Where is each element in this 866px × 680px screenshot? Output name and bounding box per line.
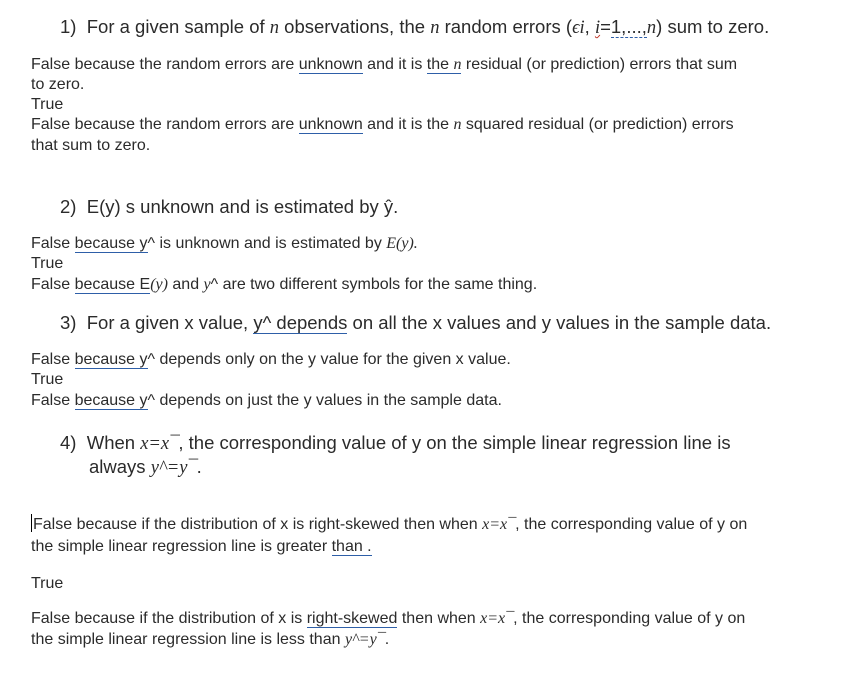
answer-text: the simple linear regression line is less than [31, 631, 345, 648]
question-text: on all the x values and y values in the sample data. [347, 312, 772, 333]
question-1 [60, 15, 769, 40]
answer-option-continued: that sum to zero. [31, 137, 151, 154]
answer-text: ^ depends on just the y values in the sample data. [147, 392, 502, 409]
answer-text: False [31, 235, 75, 252]
answer-option[interactable] [31, 391, 502, 411]
answer-option[interactable] [31, 234, 418, 254]
question-text: always [89, 456, 151, 477]
question-text: , [584, 16, 595, 37]
answer-text: False [31, 351, 75, 368]
answer-text: and it is [362, 56, 427, 73]
answer-text: False because the random errors are [31, 116, 299, 133]
math-ey: E(y). [386, 235, 418, 252]
question-text: ) sum to zero. [656, 16, 770, 37]
answer-text: residual (or prediction) errors that sum [461, 56, 738, 73]
question-text: random errors ( [439, 16, 573, 37]
answer-text: because y [74, 351, 148, 368]
question-number: 2) [60, 196, 77, 217]
math-yhat-equals-ybar: y^=y¯ [344, 631, 385, 648]
answer-text: the simple linear regression line is greater [31, 538, 332, 555]
math-y: (y) [150, 276, 168, 293]
answer-text: False because if the distribution of x is right-skewed then when [33, 516, 483, 533]
answer-text: False [31, 392, 75, 409]
question-text: = [600, 16, 611, 37]
question-number: 4) [60, 432, 77, 453]
answer-text: because y [74, 235, 148, 252]
question-4 [60, 431, 731, 456]
question-3 [60, 311, 771, 335]
answer-option-continued [31, 537, 372, 557]
math-i: i [594, 18, 601, 38]
answer-text: and it is the [362, 116, 454, 133]
answer-text: False because if the distribution of x is [31, 610, 307, 627]
question-text: For a given sample of [86, 16, 270, 37]
answer-text: ^ depends only on the y value for the given x value. [147, 351, 511, 368]
answer-option-continued: to zero. [31, 76, 85, 93]
math-n: n [453, 56, 462, 73]
math-n: n [453, 116, 462, 133]
answer-text: right-skewed [306, 610, 398, 627]
answer-text: ^ is unknown and is estimated by [147, 235, 387, 252]
question-2 [60, 195, 398, 219]
answer-text: , the corresponding value of y on [515, 516, 748, 533]
answer-option[interactable] [31, 115, 734, 135]
answer-text: because E [74, 276, 151, 293]
question-text: y^ depends [253, 312, 348, 333]
answer-option[interactable]: True [31, 255, 64, 272]
math-n: n [430, 18, 440, 38]
answer-text: , the corresponding value of y on [513, 610, 746, 627]
math-n: n [646, 18, 657, 38]
math-x-equals-xbar: x=x¯ [480, 610, 514, 627]
math-x-equals-xbar: x=x¯ [482, 516, 516, 533]
answer-text: squared residual (or prediction) errors [461, 116, 734, 133]
answer-option[interactable] [31, 514, 747, 535]
answer-text: than . [331, 538, 372, 555]
question-text: . [196, 456, 202, 477]
question-text: When [86, 432, 141, 453]
answer-option[interactable] [31, 275, 537, 295]
text-cursor [31, 514, 32, 532]
question-text: For a given x value, [86, 312, 254, 333]
question-text: E(y) s unknown and is estimated by ŷ. [86, 196, 399, 217]
answer-option[interactable]: True [31, 371, 64, 388]
answer-option[interactable] [31, 55, 737, 75]
math-range: 1,..., [610, 16, 647, 37]
answer-option[interactable]: True [31, 96, 64, 113]
question-number: 3) [60, 312, 77, 333]
answer-text: unknown [298, 116, 363, 133]
answer-option[interactable] [31, 350, 511, 370]
question-text: observations, the [279, 16, 431, 37]
question-4-continued [89, 455, 202, 480]
answer-text: then when [397, 610, 481, 627]
answer-text: because y [74, 392, 148, 409]
question-number: 1) [60, 16, 77, 37]
math-epsilon: ϵi [572, 18, 585, 38]
answer-text: and [167, 276, 204, 293]
question-text: , the corresponding value of y on the simple linear regression line is [178, 432, 731, 453]
answer-option[interactable]: True [31, 575, 64, 592]
answer-option[interactable] [31, 609, 745, 629]
answer-text: unknown [298, 56, 363, 73]
math-n: n [269, 18, 280, 38]
answer-text: False because the random errors are [31, 56, 299, 73]
math-y: y [203, 276, 211, 293]
math-yhat-equals-ybar: y^=y¯ [150, 458, 197, 478]
answer-option-continued [31, 630, 389, 650]
answer-text: ^ are two different symbols for the same thing. [210, 276, 538, 293]
answer-text: . [384, 631, 390, 648]
answer-text: False [31, 276, 75, 293]
answer-text: the [426, 56, 454, 73]
math-x-equals-xbar: x=x¯ [140, 434, 179, 454]
